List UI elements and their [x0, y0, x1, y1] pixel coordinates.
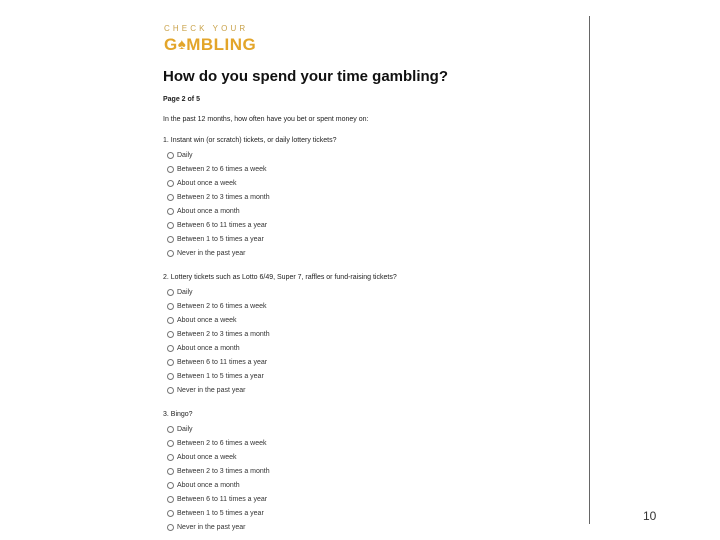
radio-button[interactable]	[167, 194, 174, 201]
answer-option-label: Between 2 to 6 times a week	[177, 302, 267, 310]
answer-option-label: Between 2 to 3 times a month	[177, 193, 270, 201]
radio-button[interactable]	[167, 387, 174, 394]
answer-option[interactable]	[167, 520, 583, 534]
answer-option-label: Daily	[177, 288, 193, 296]
answer-option-label: Between 1 to 5 times a year	[177, 372, 264, 380]
answer-option[interactable]	[167, 369, 583, 383]
answer-option-label: About once a month	[177, 207, 240, 215]
radio-button[interactable]	[167, 152, 174, 159]
panel-divider	[589, 16, 590, 524]
answer-option[interactable]	[167, 218, 583, 232]
radio-button[interactable]	[167, 524, 174, 531]
answer-option[interactable]	[167, 506, 583, 520]
answer-option-label: Between 1 to 5 times a year	[177, 509, 264, 517]
answer-option-label: Between 2 to 6 times a week	[177, 165, 267, 173]
answer-option[interactable]	[167, 422, 583, 436]
logo-wordmark	[164, 35, 256, 55]
answer-option[interactable]	[167, 478, 583, 492]
answer-option[interactable]	[167, 285, 583, 299]
answer-option-label: About once a month	[177, 481, 240, 489]
answer-options	[167, 148, 583, 260]
radio-button[interactable]	[167, 373, 174, 380]
slide-page-number: 10	[643, 509, 657, 523]
answer-option[interactable]	[167, 436, 583, 450]
answer-option-label: Daily	[177, 151, 193, 159]
radio-button[interactable]	[167, 482, 174, 489]
spade-icon: ♠	[177, 36, 187, 53]
survey-screenshot	[152, 16, 590, 531]
question-label: 3. Bingo?	[163, 411, 193, 418]
radio-button[interactable]	[167, 426, 174, 433]
answer-option-label: Between 2 to 6 times a week	[177, 439, 267, 447]
answer-option[interactable]	[167, 190, 583, 204]
answer-option-label: About once a month	[177, 344, 240, 352]
logo-word: MBLING	[186, 35, 257, 54]
answer-option[interactable]	[167, 450, 583, 464]
answer-option[interactable]	[167, 176, 583, 190]
answer-option[interactable]	[167, 162, 583, 176]
question-2	[163, 272, 583, 397]
radio-button[interactable]	[167, 236, 174, 243]
answer-option-label: Daily	[177, 425, 193, 433]
answer-option-label: About once a week	[177, 179, 237, 187]
radio-button[interactable]	[167, 303, 174, 310]
radio-button[interactable]	[167, 222, 174, 229]
radio-button[interactable]	[167, 345, 174, 352]
answer-option[interactable]	[167, 464, 583, 478]
answer-option-label: Between 2 to 3 times a month	[177, 467, 270, 475]
radio-button[interactable]	[167, 510, 174, 517]
radio-button[interactable]	[167, 166, 174, 173]
answer-option[interactable]	[167, 246, 583, 260]
radio-button[interactable]	[167, 289, 174, 296]
answer-option-label: Between 6 to 11 times a year	[177, 221, 268, 229]
radio-button[interactable]	[167, 359, 174, 366]
answer-option[interactable]	[167, 327, 583, 341]
page-title: How do you spend your time gambling?	[163, 68, 449, 85]
answer-option[interactable]	[167, 313, 583, 327]
answer-option-label: Never in the past year	[177, 386, 246, 394]
answer-option[interactable]	[167, 148, 583, 162]
logo-letter: G	[164, 35, 178, 54]
answer-option[interactable]	[167, 383, 583, 397]
answer-option[interactable]	[167, 492, 583, 506]
question-1	[163, 135, 583, 260]
radio-button[interactable]	[167, 496, 174, 503]
radio-button[interactable]	[167, 208, 174, 215]
answer-option-label: Between 1 to 5 times a year	[177, 235, 264, 243]
check-your-gambling-logo	[164, 24, 256, 55]
answer-option-label: Between 6 to 11 times a year	[177, 358, 268, 366]
answer-option-label: About once a week	[177, 453, 237, 461]
radio-button[interactable]	[167, 317, 174, 324]
survey-intro: In the past 12 months, how often have you bet or spent money on:	[163, 116, 369, 123]
answer-option[interactable]	[167, 355, 583, 369]
radio-button[interactable]	[167, 440, 174, 447]
answer-option-label: Never in the past year	[177, 523, 246, 531]
answer-option-label: Between 2 to 3 times a month	[177, 330, 270, 338]
radio-button[interactable]	[167, 331, 174, 338]
page-indicator: Page 2 of 5	[163, 96, 200, 103]
answer-option[interactable]	[167, 299, 583, 313]
radio-button[interactable]	[167, 180, 174, 187]
answer-options	[167, 285, 583, 397]
radio-button[interactable]	[167, 250, 174, 257]
answer-option[interactable]	[167, 204, 583, 218]
answer-option[interactable]	[167, 232, 583, 246]
question-3	[163, 409, 583, 534]
logo-tagline: CHECK YOUR	[164, 24, 249, 33]
answer-option-label: Never in the past year	[177, 249, 246, 257]
answer-option-label: Between 6 to 11 times a year	[177, 495, 268, 503]
answer-options	[167, 422, 583, 534]
question-label: 1. Instant win (or scratch) tickets, or daily lottery tickets?	[163, 137, 337, 144]
answer-option-label: About once a week	[177, 316, 237, 324]
radio-button[interactable]	[167, 468, 174, 475]
answer-option[interactable]	[167, 341, 583, 355]
radio-button[interactable]	[167, 454, 174, 461]
question-label: 2. Lottery tickets such as Lotto 6/49, Super 7, raffles or fund-raising tickets?	[163, 274, 397, 281]
